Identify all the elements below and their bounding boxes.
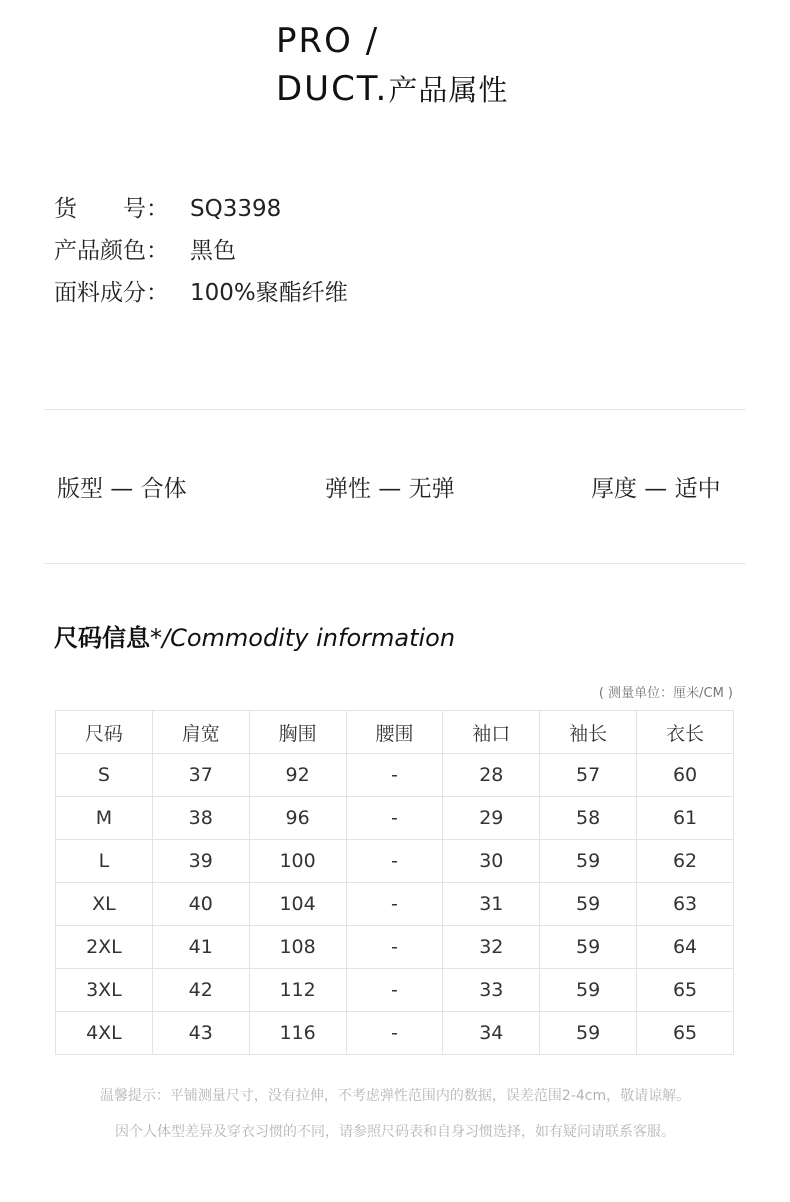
table-row bbox=[56, 1012, 734, 1055]
header-title-en: DUCT. bbox=[276, 69, 389, 109]
attr-item-fabric bbox=[54, 282, 348, 305]
table-cell: 64 bbox=[637, 926, 734, 969]
table-cell: 59 bbox=[540, 969, 637, 1012]
table-cell: 30 bbox=[443, 840, 540, 883]
table-header-row bbox=[56, 711, 734, 754]
table-cell: 59 bbox=[540, 926, 637, 969]
table-row bbox=[56, 883, 734, 926]
table-row bbox=[56, 926, 734, 969]
table-row bbox=[56, 840, 734, 883]
table-cell: 104 bbox=[249, 883, 346, 926]
table-cell: 3XL bbox=[56, 969, 153, 1012]
table-cell: 42 bbox=[152, 969, 249, 1012]
note-line: 因个人体型差异及穿衣习惯的不同，请参照尺码表和自身习惯选择，如有疑问请联系客服。 bbox=[115, 1124, 675, 1140]
attr-item-color bbox=[54, 240, 236, 263]
size-title-cn: 尺码信息 bbox=[54, 624, 150, 652]
table-cell: 31 bbox=[443, 883, 540, 926]
table-header-cell: 腰围 bbox=[346, 711, 443, 754]
table-cell: 59 bbox=[540, 1012, 637, 1055]
table-cell: 28 bbox=[443, 754, 540, 797]
attr-value: 黑色 bbox=[190, 238, 236, 264]
note-line: 温馨提示：平铺测量尺寸，没有拉伸，不考虑弹性范围内的数据，误差范围2-4cm，敬请谅解。 bbox=[99, 1088, 691, 1104]
attr-key: 产品颜色： bbox=[54, 238, 169, 264]
table-cell: - bbox=[346, 840, 443, 883]
table-cell: 60 bbox=[637, 754, 734, 797]
table-cell: 4XL bbox=[56, 1012, 153, 1055]
header-title-cn: 产品属性 bbox=[388, 73, 509, 107]
table-cell: XL bbox=[56, 883, 153, 926]
prop-fit: 版型 — 合体 bbox=[57, 476, 187, 502]
table-cell: - bbox=[346, 969, 443, 1012]
attr-value: SQ3398 bbox=[190, 196, 282, 222]
header-title-line1: PRO / bbox=[276, 21, 380, 61]
table-cell: 63 bbox=[637, 883, 734, 926]
unit-note: ( 测量单位：厘米/CM ) bbox=[598, 686, 733, 701]
table-cell: 92 bbox=[249, 754, 346, 797]
table-header-cell: 尺码 bbox=[56, 711, 153, 754]
table-cell: 59 bbox=[540, 883, 637, 926]
table-cell: 65 bbox=[637, 969, 734, 1012]
table-cell: 39 bbox=[152, 840, 249, 883]
attr-key: 面料成分： bbox=[54, 280, 169, 306]
table-row bbox=[56, 754, 734, 797]
divider bbox=[44, 563, 746, 564]
table-cell: - bbox=[346, 883, 443, 926]
table-row bbox=[56, 797, 734, 840]
table-cell: L bbox=[56, 840, 153, 883]
table-cell: 32 bbox=[443, 926, 540, 969]
table-cell: - bbox=[346, 797, 443, 840]
table-cell: 41 bbox=[152, 926, 249, 969]
table-header-cell: 胸围 bbox=[249, 711, 346, 754]
table-cell: 61 bbox=[637, 797, 734, 840]
table-header-cell: 袖长 bbox=[540, 711, 637, 754]
table-cell: 38 bbox=[152, 797, 249, 840]
table-cell: - bbox=[346, 926, 443, 969]
table-cell: - bbox=[346, 1012, 443, 1055]
table-cell: S bbox=[56, 754, 153, 797]
table-cell: 34 bbox=[443, 1012, 540, 1055]
table-cell: 100 bbox=[249, 840, 346, 883]
table-header-cell: 肩宽 bbox=[152, 711, 249, 754]
table-cell: - bbox=[346, 754, 443, 797]
prop-thickness: 厚度 — 适中 bbox=[591, 476, 721, 502]
table-cell: M bbox=[56, 797, 153, 840]
size-title-en: */Commodity information bbox=[150, 624, 456, 652]
attr-key: 货 号： bbox=[54, 196, 169, 222]
attr-item-sku bbox=[54, 198, 281, 221]
table-cell: 2XL bbox=[56, 926, 153, 969]
table-cell: 112 bbox=[249, 969, 346, 1012]
table-header-cell: 衣长 bbox=[637, 711, 734, 754]
table-cell: 116 bbox=[249, 1012, 346, 1055]
header-title-line2 bbox=[276, 69, 509, 109]
table-row bbox=[56, 969, 734, 1012]
table-cell: 59 bbox=[540, 840, 637, 883]
table-cell: 37 bbox=[152, 754, 249, 797]
table-cell: 43 bbox=[152, 1012, 249, 1055]
table-cell: 96 bbox=[249, 797, 346, 840]
table-header-cell: 袖口 bbox=[443, 711, 540, 754]
table-cell: 33 bbox=[443, 969, 540, 1012]
prop-elasticity: 弹性 — 无弹 bbox=[325, 476, 455, 502]
table-cell: 57 bbox=[540, 754, 637, 797]
size-section-title bbox=[54, 626, 455, 650]
divider bbox=[44, 409, 746, 410]
table-cell: 65 bbox=[637, 1012, 734, 1055]
size-table bbox=[55, 710, 734, 1055]
table-cell: 40 bbox=[152, 883, 249, 926]
table-cell: 29 bbox=[443, 797, 540, 840]
attr-value: 100%聚酯纤维 bbox=[190, 280, 348, 306]
table-cell: 108 bbox=[249, 926, 346, 969]
table-cell: 58 bbox=[540, 797, 637, 840]
table-cell: 62 bbox=[637, 840, 734, 883]
